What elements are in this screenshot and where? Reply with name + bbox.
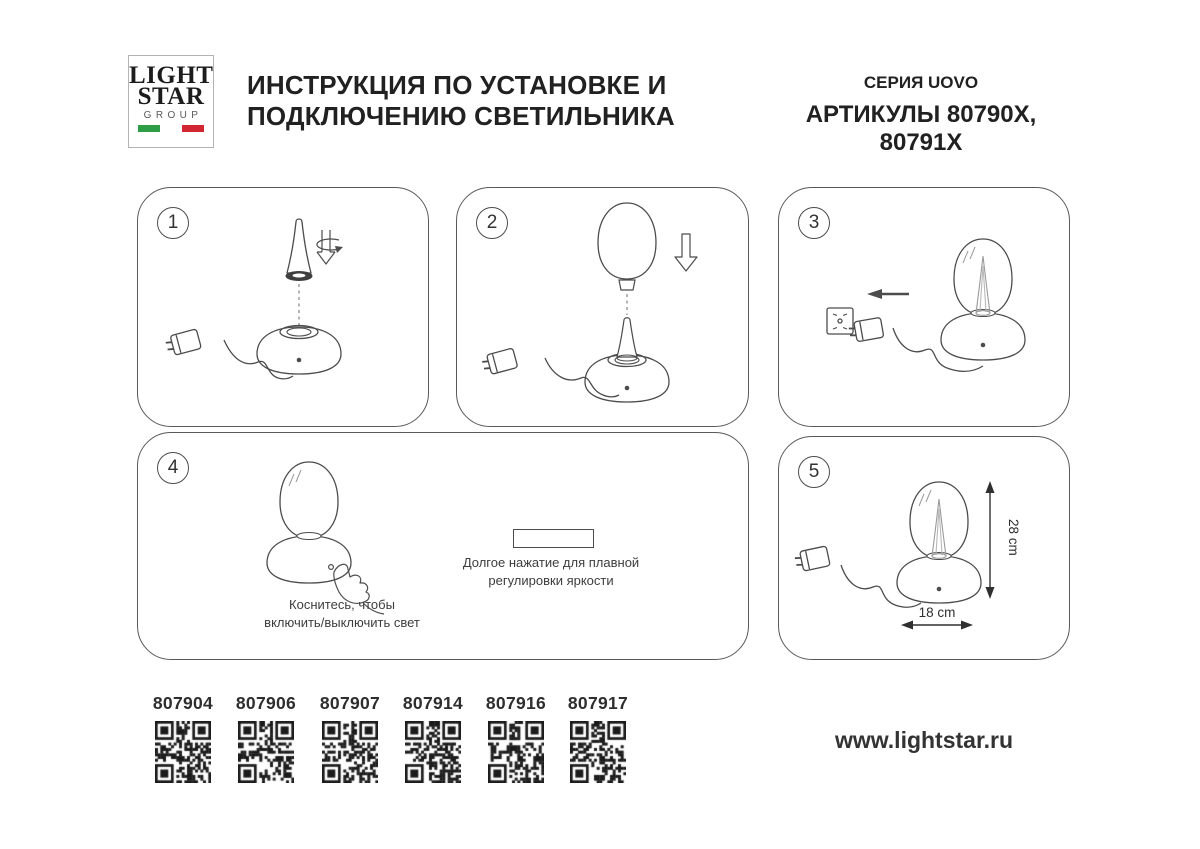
qr-code [405,721,461,783]
rotate-down-arrow-icon [317,230,343,264]
height-dimension-arrow [986,481,1022,599]
shade-collar [619,280,635,290]
power-adapter [794,546,830,572]
width-dimension-arrow [901,605,973,630]
step-number-badge: 4 [157,452,189,484]
height-label: 28 cm [1006,519,1021,556]
power-cord [841,565,921,607]
article-number: 807914 [402,693,464,713]
page-title-line1: ИНСТРУКЦИЯ ПО УСТАНОВКЕ И [247,70,667,100]
assembled-lamp [267,462,351,583]
article-column [391,693,475,788]
logo-word-star: STAR [137,83,205,110]
articles-label: АРТИКУЛЫ 80790X, 80791X [805,101,1037,157]
power-adapter [481,348,518,376]
qr-code [488,721,544,783]
step-panel-5 [778,436,1070,660]
page-title [247,70,675,132]
brightness-bar [513,529,594,548]
inner-cone [932,499,946,558]
step-number-badge: 1 [157,207,189,239]
step-panel-2 [456,187,749,427]
power-cord [893,328,983,371]
longpress-caption: Долгое нажатие для плавной регулировки яркости [462,555,640,588]
step-panel-3 [778,187,1070,427]
header-right [771,73,1071,157]
article-column [556,693,640,788]
qr-code [155,721,211,783]
page-title-line2: ПОДКЛЮЧЕНИЮ СВЕТИЛЬНИКА [247,101,675,132]
qr-code [570,721,626,783]
power-cord [545,358,619,397]
article-number: 807916 [485,693,547,713]
italy-flag-icon [138,125,204,132]
series-label: СЕРИЯ UOVO [863,73,979,92]
website-link: www.lightstar.ru [834,727,1014,753]
article-number: 807904 [152,693,214,713]
qr-code [238,721,294,783]
wall-socket-icon [827,308,853,334]
logo-word-light: LIGHT [129,62,214,89]
step-panel-1 [137,187,429,427]
lamp-stem-cone [617,318,637,357]
article-column [224,693,308,788]
article-number: 807917 [567,693,629,713]
inner-cone [976,256,990,315]
touch-caption: Коснитесь, чтобы включить/выключить свет [264,597,420,630]
touch-button [625,386,630,391]
touch-button [937,587,942,592]
step-number-badge: 5 [798,456,830,488]
touch-button [297,358,302,363]
article-column [474,693,558,788]
article-column [141,693,225,788]
step-panel-4 [137,432,749,660]
down-arrow-icon [675,234,697,271]
touch-button [329,565,334,570]
step-number-badge: 2 [476,207,508,239]
lamp-base [257,326,341,375]
logo-word-group: GROUP [143,110,203,121]
left-arrow-icon [867,289,909,299]
article-number: 807907 [319,693,381,713]
touch-button [981,343,986,348]
lamp-stem-cone [286,219,312,281]
qr-code [322,721,378,783]
power-adapter [164,329,201,357]
lightstar-logo [128,55,214,148]
step-number-badge: 3 [798,207,830,239]
article-column [308,693,392,788]
lamp-shade [598,203,656,279]
article-number: 807906 [235,693,297,713]
width-label: 18 cm [918,605,956,620]
